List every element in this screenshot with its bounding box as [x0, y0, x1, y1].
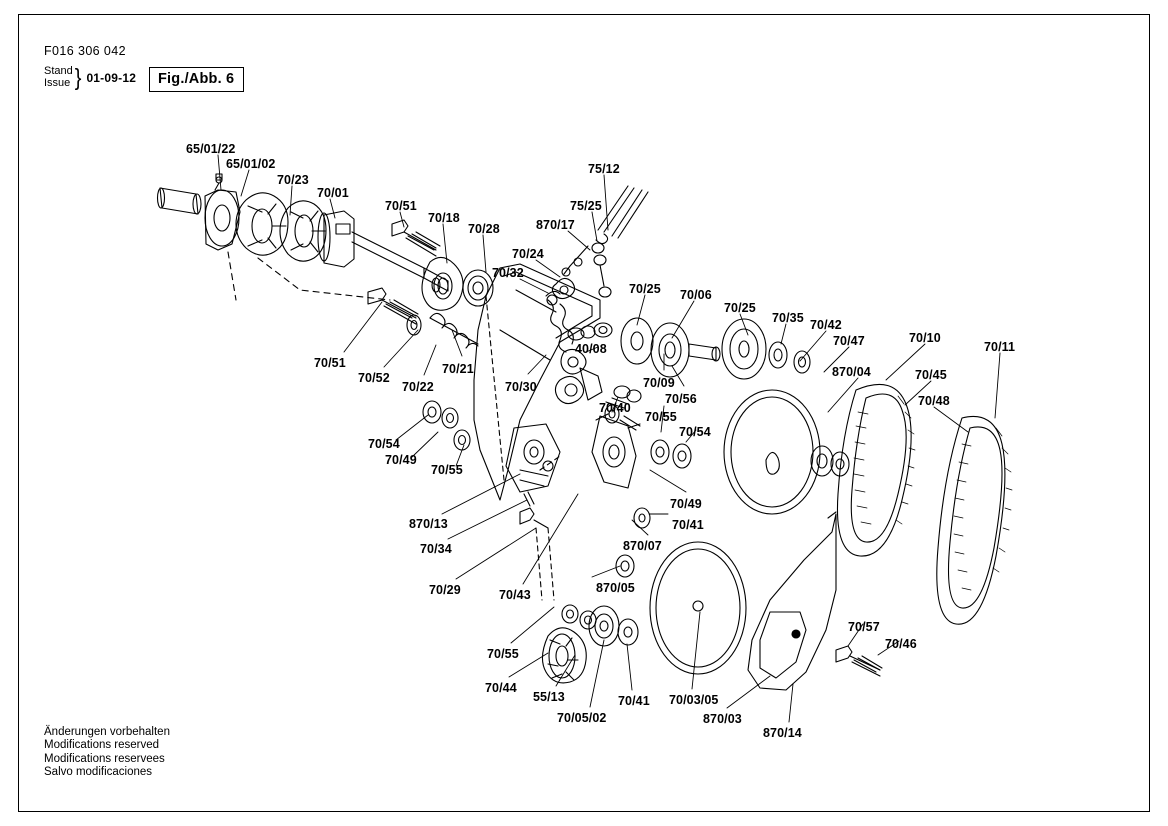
part-callout-label: 55/13 — [533, 690, 565, 704]
part-callout-label: 70/28 — [468, 222, 500, 236]
footer-line-fr: Modifications reservees — [44, 752, 165, 765]
part-callout-label: 870/14 — [763, 726, 802, 740]
part-callout-label: 70/09 — [643, 376, 675, 390]
part-callout-label: 70/18 — [428, 211, 460, 225]
part-callout-label: 70/55 — [487, 647, 519, 661]
part-callout-label: 70/57 — [848, 620, 880, 634]
page-border — [18, 14, 1150, 812]
part-callout-label: 70/05/02 — [557, 711, 607, 725]
part-callout-label: 70/24 — [512, 247, 544, 261]
part-callout-label: 70/56 — [665, 392, 697, 406]
part-callout-label: 70/22 — [402, 380, 434, 394]
part-callout-label: 70/51 — [385, 199, 417, 213]
figure-label-box: Fig./Abb. 6 — [149, 67, 244, 92]
part-callout-label: 70/10 — [909, 331, 941, 345]
part-callout-label: 70/35 — [772, 311, 804, 325]
part-callout-label: 70/55 — [645, 410, 677, 424]
part-callout-label: 70/54 — [679, 425, 711, 439]
part-callout-label: 70/03/05 — [669, 693, 719, 707]
part-callout-label: 870/05 — [596, 581, 635, 595]
part-callout-label: 70/41 — [672, 518, 704, 532]
footer-line-de: Änderungen vorbehalten — [44, 726, 170, 738]
part-callout-label: 870/07 — [623, 539, 662, 553]
footer-line-en: Modifications reserved — [44, 739, 160, 752]
part-callout-label: 65/01/22 — [186, 142, 236, 156]
issue-label: Issue — [44, 76, 71, 89]
brace-glyph: } — [74, 64, 82, 91]
part-callout-label: 70/44 — [485, 681, 517, 695]
part-callout-label: 70/47 — [833, 334, 865, 348]
part-callout-label: 70/32 — [492, 266, 524, 280]
part-callout-label: 70/45 — [915, 368, 947, 382]
part-callout-label: 70/49 — [385, 453, 417, 467]
part-callout-label: 70/42 — [810, 318, 842, 332]
part-callout-label: 70/25 — [629, 282, 661, 296]
part-callout-label: 75/25 — [570, 199, 602, 213]
part-callout-label: 70/41 — [618, 694, 650, 708]
part-callout-label: 70/06 — [680, 288, 712, 302]
part-callout-label: 70/25 — [724, 301, 756, 315]
part-callout-label: 870/03 — [703, 712, 742, 726]
part-callout-label: 70/49 — [670, 497, 702, 511]
part-callout-label: 870/04 — [832, 365, 871, 379]
issue-date: 01-09-12 — [86, 70, 137, 85]
part-callout-label: 70/23 — [277, 173, 309, 187]
footer-disclaimer — [44, 726, 170, 780]
part-callout-label: 40/08 — [575, 342, 607, 356]
stand-issue-block — [44, 66, 136, 89]
part-number: F016 306 042 — [44, 44, 126, 58]
part-callout-label: 70/46 — [885, 637, 917, 651]
stand-label: Stand — [44, 65, 73, 77]
part-callout-label: 870/13 — [409, 517, 448, 531]
part-callout-label: 70/11 — [984, 340, 1016, 354]
part-callout-label: 70/54 — [368, 437, 400, 451]
part-callout-label: 70/55 — [431, 463, 463, 477]
part-callout-label: 70/01 — [317, 186, 349, 200]
part-callout-label: 75/12 — [588, 162, 620, 176]
part-callout-label: 70/52 — [358, 371, 390, 385]
part-callout-label: 70/29 — [429, 583, 461, 597]
part-callout-label: 70/21 — [442, 362, 474, 376]
part-callout-label: 870/17 — [536, 218, 575, 232]
part-callout-label: 70/48 — [918, 394, 950, 408]
part-callout-label: 70/51 — [314, 356, 346, 370]
part-callout-label: 65/01/02 — [226, 157, 276, 171]
footer-line-es: Salvo modificaciones — [44, 766, 153, 779]
part-callout-label: 70/40 — [599, 401, 631, 415]
part-callout-label: 70/43 — [499, 588, 531, 602]
part-callout-label: 70/34 — [420, 542, 452, 556]
part-callout-label: 70/30 — [505, 380, 537, 394]
stand-issue-labels — [44, 66, 73, 89]
